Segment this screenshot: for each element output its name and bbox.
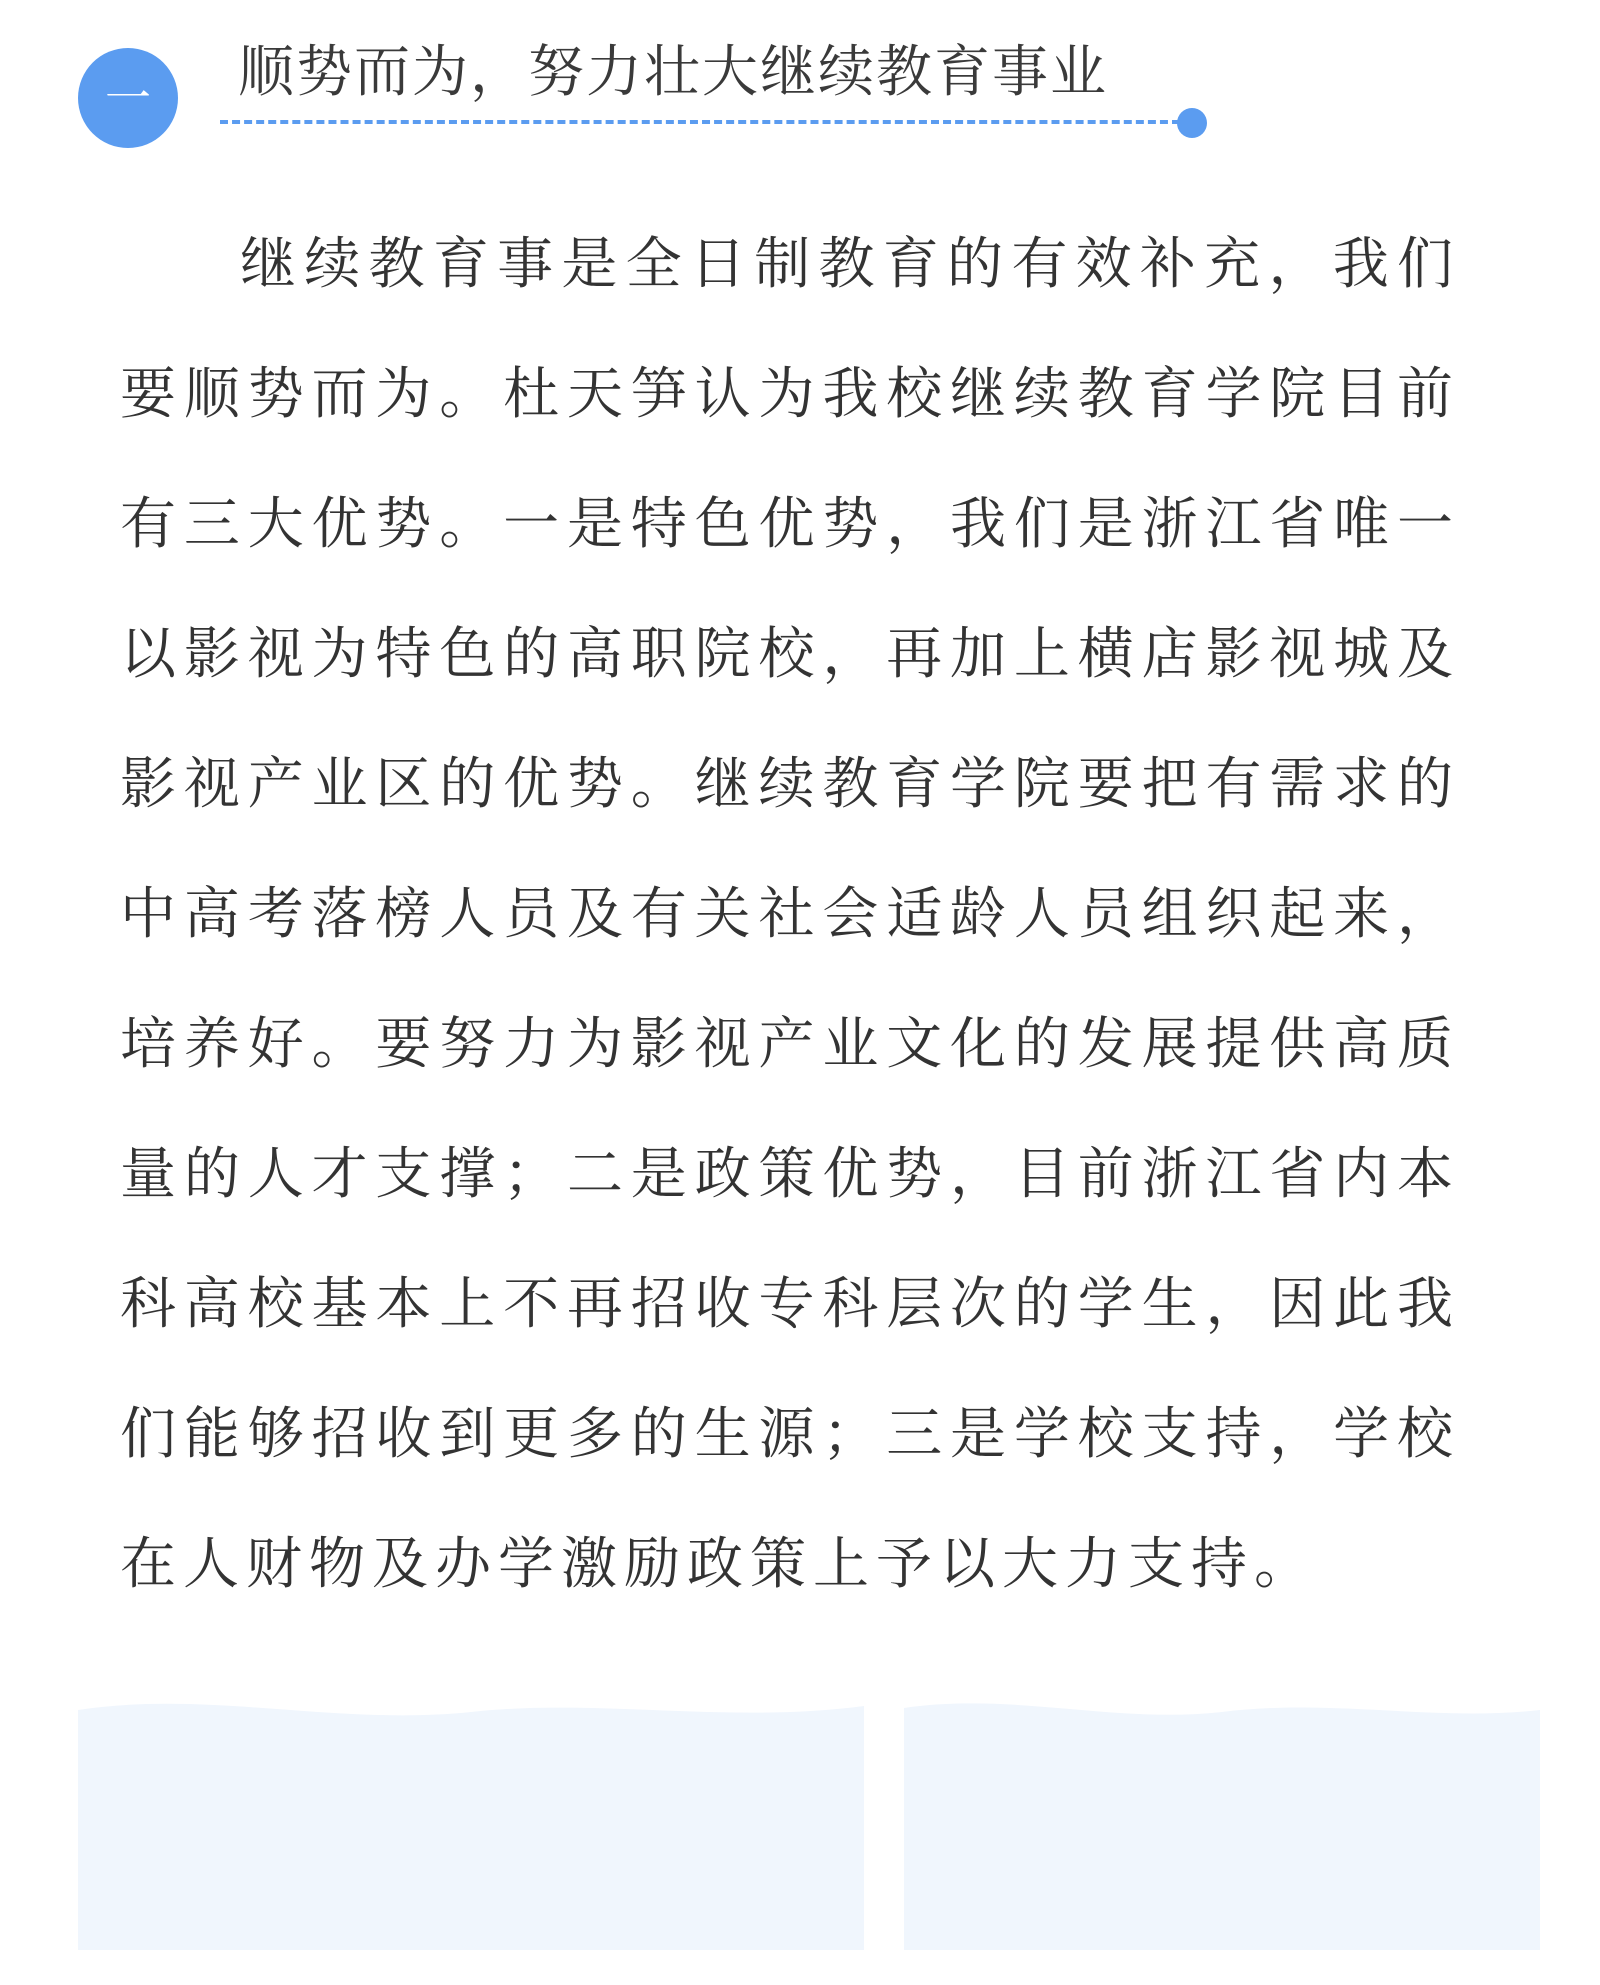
wave-shape-left	[78, 1690, 864, 1950]
underline-end-dot	[1177, 108, 1207, 138]
section-title: 顺势而为，努力壮大继续教育事业	[238, 40, 1108, 105]
article-paragraph: 继续教育事是全日制教育的有效补充，我们要顺势而为。杜天笋认为我校继续教育学院目前有三大优势。一是特色优势，我们是浙江省唯一以影视为特色的高职院校，再加上横店影视城及影视产业区的优势。继续教育学院要把有需求的中高考落榜人员及有关社会适龄人员组织起来，培养好。要努力为影视产业文化的发展提供高质量的人才支撑；二是政策优势，目前浙江省内本科高校基本上不再招收专科层次的学生，因此我们能够招收到更多的生源；三是学校支持，学校在人财物及办学激励政策上予以大力支持。	[120, 232, 1460, 1597]
decorative-wave-panel-right	[904, 1690, 1540, 1950]
wave-shape-right	[904, 1690, 1540, 1950]
section-number: 一	[105, 71, 151, 125]
section-header	[0, 0, 1600, 150]
section-number-badge	[78, 48, 178, 148]
decorative-wave-panel-left	[78, 1690, 864, 1950]
title-dashed-underline	[220, 120, 1180, 124]
